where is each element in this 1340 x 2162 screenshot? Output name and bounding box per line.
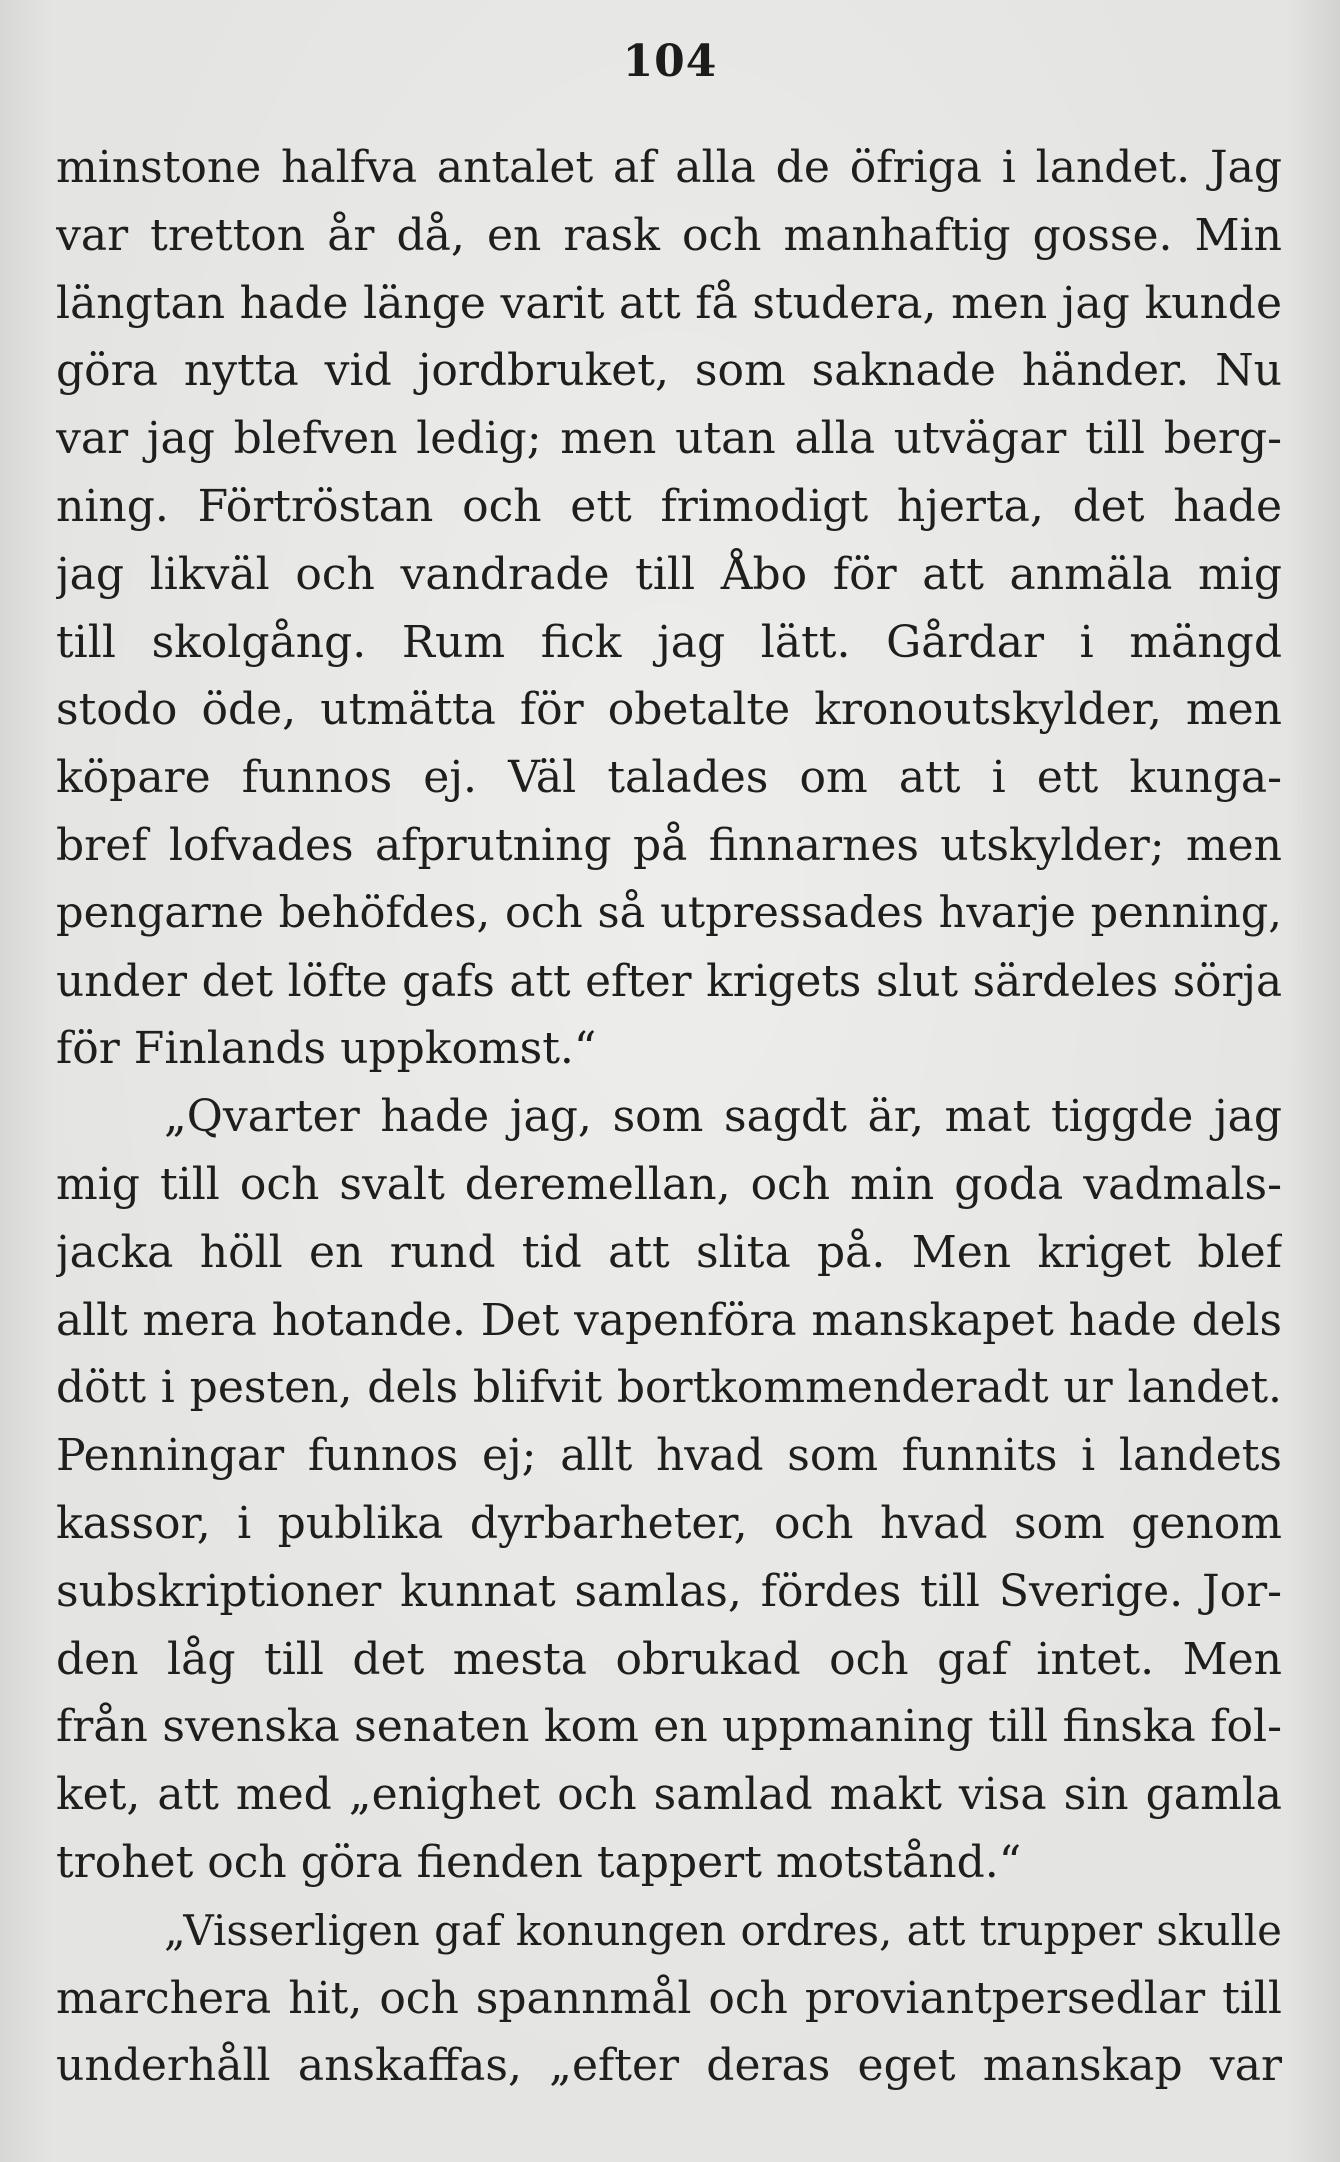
- text-line: subskriptioner kunnat samlas, fördes till Sverige. Jor-: [56, 1565, 1282, 1617]
- text-line: dött i pesten, dels blifvit bortkommenderadt ur landet.: [56, 1362, 1282, 1414]
- text-line: jacka höll en rund tid att slita på. Men kriget blef: [56, 1226, 1282, 1278]
- page-number: 104: [622, 36, 718, 87]
- text-line: bref lofvades afprutning på finnarnes utskylder; men: [56, 819, 1282, 871]
- body-text: [56, 134, 1282, 2100]
- text-line: mig till och svalt deremellan, och min goda vadmals-: [56, 1158, 1282, 1210]
- text-line: under det löfte gafs att efter krigets slut särdeles sörja: [56, 955, 1282, 1007]
- text-line: allt mera hotande. Det vapenföra manskapet hade dels: [56, 1294, 1282, 1346]
- text-line: underhåll anskaffas, „efter deras eget manskap var: [56, 2040, 1282, 2092]
- text-line: göra nytta vid jordbruket, som saknade händer. Nu: [56, 345, 1282, 397]
- text-line: minstone halfva antalet af alla de öfriga i landet. Jag: [56, 142, 1282, 193]
- text-line: var jag blefven ledig; men utan alla utvägar till berg-: [56, 413, 1282, 465]
- text-line: den låg till det mesta obrukad och gaf intet. Men: [56, 1633, 1282, 1685]
- text-line: kassor, i publika dyrbarheter, och hvad som genom: [56, 1497, 1282, 1549]
- text-line: marchera hit, och spannmål och proviantpersedlar till: [56, 1972, 1282, 2024]
- text-line: till skolgång. Rum fick jag lätt. Gårdar i mängd: [56, 616, 1282, 668]
- text-line: köpare funnos ej. Väl talades om att i ett kunga-: [56, 752, 1282, 804]
- text-line: jag likväl och vandrade till Åbo för att anmäla mig: [56, 548, 1282, 600]
- text-line: Penningar funnos ej; allt hvad som funnits i landets: [56, 1430, 1282, 1482]
- text-line: ning. Förtröstan och ett frimodigt hjerta, det hade: [56, 480, 1282, 532]
- text-line: för Finlands uppkomst.“: [56, 1023, 597, 1075]
- text-line: pengarne behöfdes, och så utpressades hvarje penning,: [56, 887, 1282, 938]
- text-line: stodo öde, utmätta för obetalte kronoutskylder, men: [56, 684, 1282, 736]
- text-line: trohet och göra fienden tappert motstånd.“: [56, 1836, 1022, 1888]
- text-line: „Visserligen gaf konungen ordres, att trupper skulle: [164, 1905, 1282, 1955]
- text-line: från svenska senaten kom en uppmaning till finska fol-: [56, 1701, 1282, 1753]
- text-line: längtan hade länge varit att få studera, men jag kunde: [56, 277, 1282, 329]
- text-line: „Qvarter hade jag, som sagdt är, mat tiggde jag: [164, 1091, 1282, 1143]
- text-line: var tretton år då, en rask och manhaftig gosse. Min: [56, 209, 1282, 261]
- text-line: ket, att med „enighet och samlad makt visa sin gamla: [56, 1769, 1282, 1821]
